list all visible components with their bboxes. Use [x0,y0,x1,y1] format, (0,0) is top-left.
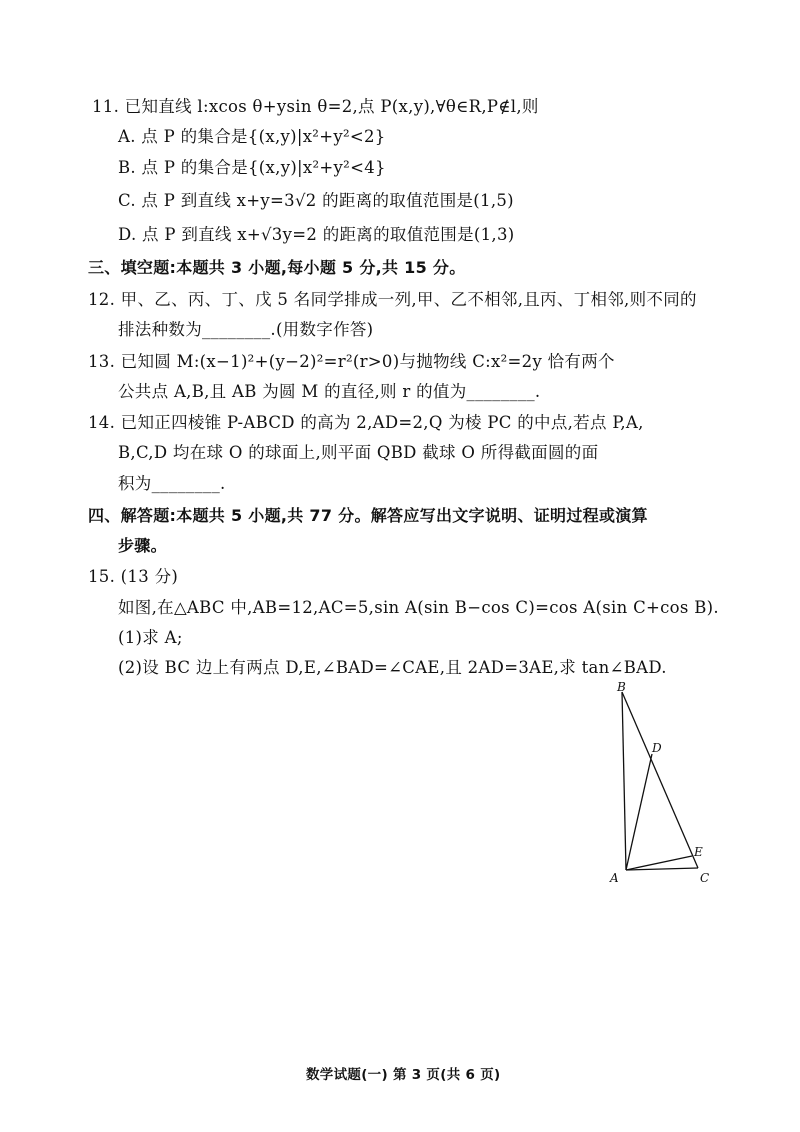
label-d: D [652,741,662,755]
section4-title-line2: 步骤。 [118,536,167,555]
q15-line1: 如图,在△ABC 中,AB=12,AC=5,sin A(sin B−cos C)=cos A(sin C+cos B). [118,598,719,617]
label-a: A [610,871,619,885]
section3-title: 三、填空题:本题共 3 小题,每小题 5 分,共 15 分。 [88,258,466,277]
q15-part1: (1)求 A; [118,628,183,647]
q15-number: 15. (13 分) [88,567,179,586]
q11-option-c: C. 点 P 到直线 x+y=3√2 的距离的取值范围是(1,5) [118,191,514,210]
section4-title-line1: 四、解答题:本题共 5 小题,共 77 分。解答应写出文字说明、证明过程或演算 [88,506,648,525]
q12-line2: 排法种数为________.(用数字作答) [118,320,374,339]
segment-ad [626,754,652,870]
label-c: C [700,871,710,885]
q13-line1: 13. 已知圆 M:(x−1)²+(y−2)²=r²(r>0)与抛物线 C:x²=2y 恰有两个 [88,352,615,371]
q14-line2: B,C,D 均在球 O 的球面上,则平面 QBD 截球 O 所得截面圆的面 [118,443,599,462]
q13-line2: 公共点 A,B,且 AB 为圆 M 的直径,则 r 的值为________. [118,382,541,401]
label-e: E [694,845,703,859]
q12-line1: 12. 甲、乙、丙、丁、戊 5 名同学排成一列,甲、乙不相邻,且丙、丁相邻,则不同的 [88,290,697,309]
segment-ab [622,692,626,870]
page-footer: 数学试题(一) 第 3 页(共 6 页) [306,1067,501,1083]
q14-line3: 积为________. [118,474,226,493]
q15-part2: (2)设 BC 边上有两点 D,E,∠BAD=∠CAE,且 2AD=3AE,求 tan∠BAD. [118,658,667,677]
q11-option-b: B. 点 P 的集合是{(x,y)|x²+y²<4} [118,158,386,177]
q14-line1: 14. 已知正四棱锥 P-ABCD 的高为 2,AD=2,Q 为棱 PC 的中点,若点 P,A, [88,413,644,432]
segment-bc [622,692,698,868]
q11-option-d: D. 点 P 到直线 x+√3y=2 的距离的取值范围是(1,3) [118,225,515,244]
q11-stem: 11. 已知直线 l:xcos θ+ysin θ=2,点 P(x,y),∀θ∈R,P∉l,则 [92,97,539,116]
q11-option-a: A. 点 P 的集合是{(x,y)|x²+y²<2} [118,127,386,146]
label-b: B [617,680,626,694]
triangle-figure [600,676,720,886]
